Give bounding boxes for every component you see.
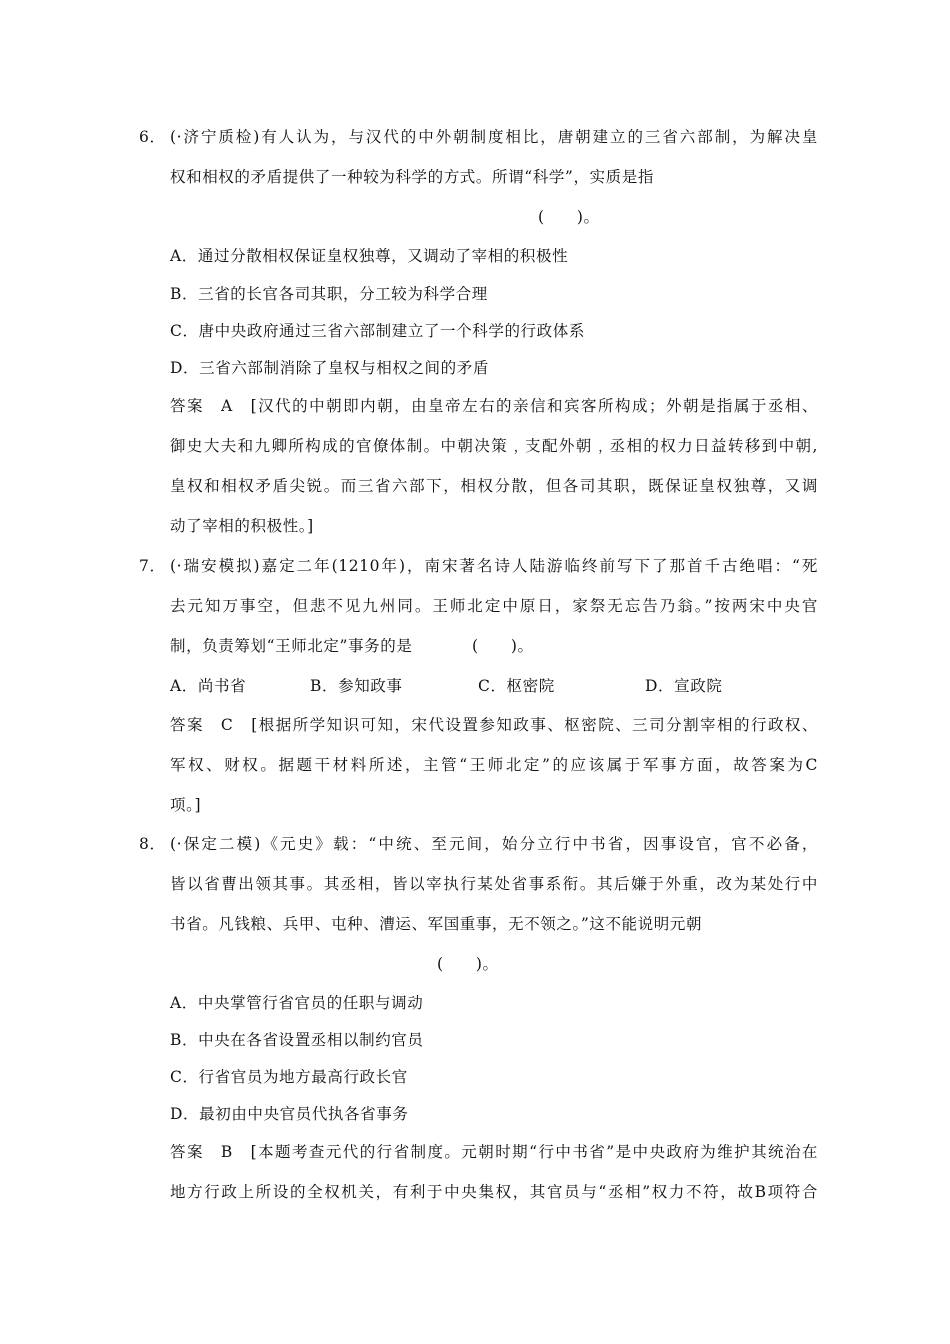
question-7-option-d: D．宣政院 — [645, 677, 723, 695]
question-7-stem-line-2: 去元知万事空，但悲不见九州同。王师北定中原日，家祭无忘告乃翁。”按两宋中央官 — [170, 597, 818, 615]
question-7-option-b: B．参知政事 — [310, 677, 403, 695]
question-7-answer-line-2: 军权、财权。据题干材料所述，主管“王师北定”的应该属于军事方面，故答案为C — [170, 756, 818, 774]
question-6-option-c: C．唐中央政府通过三省六部制建立了一个科学的行政体系 — [170, 322, 585, 340]
question-6-option-b: B．三省的长官各司其职，分工较为科学合理 — [170, 285, 488, 303]
question-6-answer-line-2: 御史大夫和九卿所构成的官僚体制。中朝决策﹐支配外朝﹐丞相的权力日益转移到中朝, — [170, 437, 818, 455]
question-6-option-a: A．通过分散相权保证皇权独尊，又调动了宰相的积极性 — [170, 247, 569, 265]
question-6-answer-line-1: 答案 A [汉代的中朝即内朝，由皇帝左右的亲信和宾客所构成；外朝是指属于丞相、 — [170, 397, 818, 415]
question-8-answer-blank: ( )。 — [437, 955, 499, 973]
question-7-option-a: A．尚书省 — [170, 677, 247, 695]
question-8-stem-line-1: (·保定二模)《元史》载：“中统、至元间，始分立行中书省，因事设官，官不必备， — [170, 835, 818, 853]
question-8-answer-line-1: 答案 B [本题考查元代的行省制度。元朝时期“行中书省”是中央政府为维护其统治在 — [170, 1143, 818, 1161]
question-8-stem-line-2: 皆以省曹出领其事。其丞相，皆以宰执行某处省事系衔。其后嫌于外重，改为某处行中 — [170, 875, 818, 893]
question-8-option-b: B．中央在各省设置丞相以制约官员 — [170, 1031, 424, 1049]
question-7-stem-line-3: 制，负责筹划“王师北定”事务的是 — [170, 637, 413, 655]
question-6-answer-line-4: 动了宰相的积极性。] — [170, 517, 314, 535]
question-6-number: 6． — [139, 128, 166, 146]
question-7-answer-line-3: 项。] — [170, 796, 202, 814]
question-8-stem-line-3: 书省。凡钱粮、兵甲、屯种、漕运、军国重事，无不领之。”这不能说明元朝 — [170, 915, 703, 933]
question-7-answer-line-1: 答案 C [根据所学知识可知，宋代设置参知政事、枢密院、三司分割宰相的行政权、 — [170, 716, 818, 734]
question-6-stem-line-2: 权和相权的矛盾提供了一种较为科学的方式。所谓“科学”，实质是指 — [170, 168, 654, 186]
question-7-number: 7． — [139, 557, 166, 575]
question-7-answer-blank: ( )。 — [472, 637, 534, 655]
question-8-option-d: D．最初由中央官员代执各省事务 — [170, 1105, 409, 1123]
question-8-option-c: C．行省官员为地方最高行政长官 — [170, 1068, 408, 1086]
question-6-answer-blank: ( )。 — [538, 208, 600, 226]
question-6-stem-line-1: (·济宁质检)有人认为，与汉代的中外朝制度相比，唐朝建立的三省六部制，为解决皇 — [170, 128, 818, 146]
question-8-option-a: A．中央掌管行省官员的任职与调动 — [170, 994, 424, 1012]
question-7-option-c: C．枢密院 — [478, 677, 555, 695]
question-6-answer-line-3: 皇权和相权矛盾尖锐。而三省六部下，相权分散，但各司其职，既保证皇权独尊，又调 — [170, 477, 818, 495]
question-6-option-d: D．三省六部制消除了皇权与相权之间的矛盾 — [170, 359, 489, 377]
question-8-number: 8． — [139, 835, 166, 853]
question-8-answer-line-2: 地方行政上所设的全权机关，有利于中央集权，其官员与“丞相”权力不符，故B项符合 — [170, 1183, 818, 1201]
question-7-stem-line-1: (·瑞安模拟)嘉定二年(1210年)，南宋著名诗人陆游临终前写下了那首千古绝唱：“死 — [170, 557, 818, 575]
